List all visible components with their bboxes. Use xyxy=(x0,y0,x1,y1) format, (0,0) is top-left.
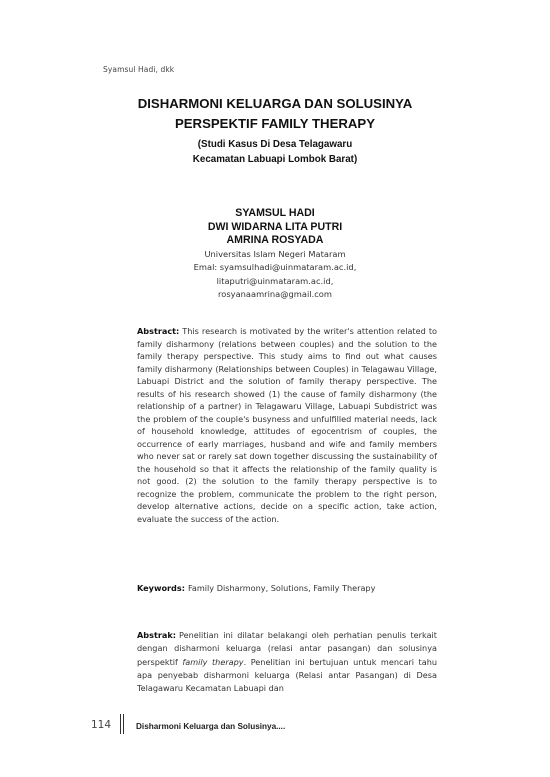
abstract-indonesian xyxy=(137,629,437,695)
article-title-line-2: PERSPEKTIF FAMILY THERAPY xyxy=(174,116,376,131)
keywords-label: Keywords: xyxy=(137,583,185,593)
abstract-english-text: This research is motivated by the writer's attention related to family disharmony (relations between couples) and the solution to the family therapy perspective. This study aims to find out what causes family disharmony (Relationships between Couples) in Telagawau Village, Labuapi District and the solution of family therapy perspective. The results of his research showed (1) the cause of family disharmony (the relationship of a partner) in Telagawaru Village, Labuapi Subdistrict was the problem of the couple's busyness and unfulfilled material needs, lack of household knowledge, attitudes of egocentrism of couples, the occurrence of early marriages, husband and wife and family members who never sat or rarely sat down together discussing the sustainability of the household so that it affects the relationship of the family quality is not good. (2) the solution to the family therapy perspective is to recognize the problem, communicate the problem to the right person, develop alternative actions, decide on a specific action, take action, evaluate the success of the action. xyxy=(137,326,437,524)
abstract-indonesian-text-1: Penelitian ini dilatar belakangi oleh perhatian penulis terkait dengan disharmoni keluarga (relasi antar pasangan) dan solusinya perspektif xyxy=(137,630,437,667)
article-subtitle-line-2: Kecamatan Labuapi Lombok Barat) xyxy=(192,154,358,165)
running-head: Syamsul Hadi, dkk xyxy=(103,65,175,74)
article-title-line-1: DISHARMONI KELUARGA DAN SOLUSINYA xyxy=(137,96,413,111)
author-name-1: SYAMSUL HADI xyxy=(235,207,315,219)
abstract-indonesian-label: Abstrak: xyxy=(137,630,176,640)
keywords xyxy=(137,582,437,595)
author-name-3: AMRINA ROSYADA xyxy=(226,234,324,247)
affiliation-email-1: Emal: syamsulhadi@uinmataram.ac.id, xyxy=(193,262,357,273)
page-number: 114 xyxy=(91,719,112,731)
abstract-indonesian-italic-term: family therapy xyxy=(182,656,244,667)
author-name-2: DWI WIDARNA LITA PUTRI xyxy=(207,220,343,233)
article-title-block xyxy=(0,94,550,167)
abstract-indonesian-text-2: . Penelitian ini bertujuan untuk mencari tahu apa penyebab disharmoni keluarga (Relasi antar Pasangan) di Desa Telagawaru Kecamatan Labuapi dan xyxy=(137,656,437,694)
abstract-english xyxy=(137,325,437,525)
author-block xyxy=(0,207,550,301)
keywords-text: Family Disharmony, Solutions, Family Therapy xyxy=(187,583,376,593)
footer-divider xyxy=(120,714,124,734)
affiliation-institution: Universitas Islam Negeri Mataram xyxy=(204,248,346,259)
article-subtitle-line-1: (Studi Kasus Di Desa Telagawaru xyxy=(197,139,353,150)
footer-running-title: Disharmoni Keluarga dan Solusinya.... xyxy=(136,722,286,731)
affiliation-email-2: litaputri@uinmataram.ac.id, xyxy=(216,275,334,286)
affiliation-email-3: rosyanaamrina@gmail.com xyxy=(218,289,332,299)
abstract-english-label: Abstract: xyxy=(137,326,180,336)
